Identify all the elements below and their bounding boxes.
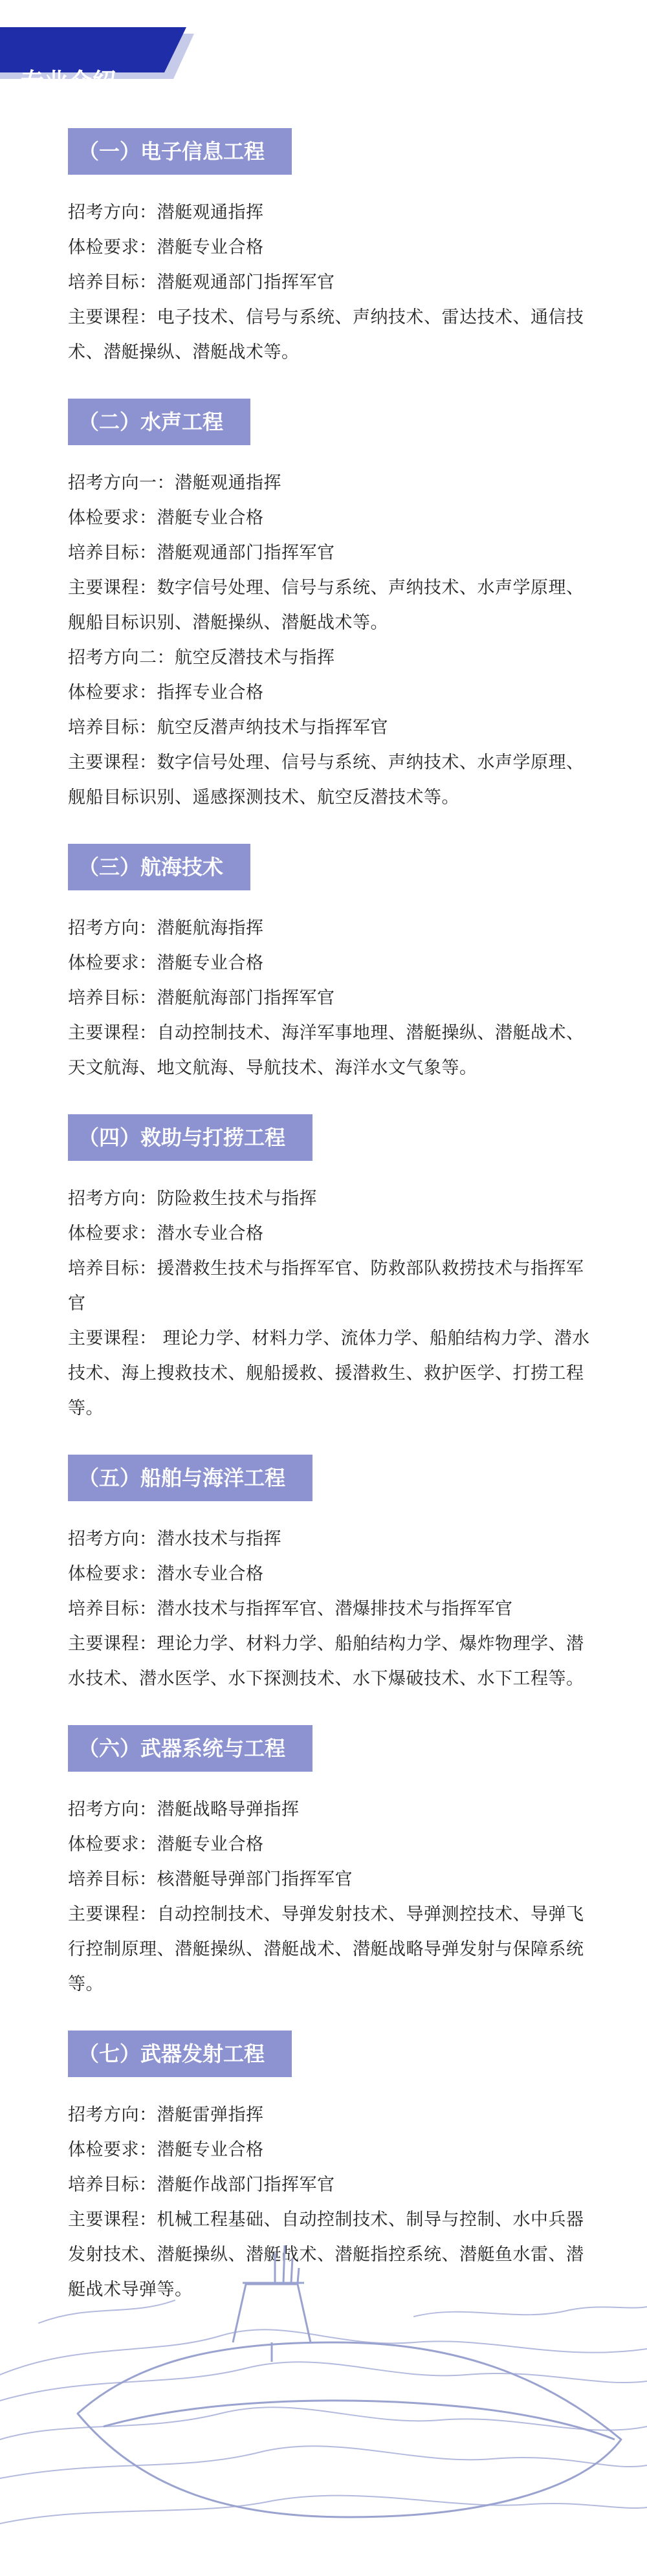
section-line: 招考方向：潜艇雷弹指挥: [68, 2105, 264, 2125]
section-line: 体检要求：潜水专业合格: [68, 1564, 264, 1584]
section-line: 主要课程：数字信号处理、信号与系统、声纳技术、水声学原理、舰船目标识别、遥感探测技术、航空反潜技术等。: [68, 753, 584, 808]
major-list: [68, 128, 592, 2336]
section-line: 培养目标：潜艇观通部门指挥军官: [68, 272, 335, 292]
section-line: 主要课程：电子技术、信号与系统、声纳技术、雷达技术、通信技术、潜艇操纵、潜艇战术等。: [68, 307, 584, 362]
section-line: 招考方向一：潜艇观通指挥: [68, 473, 281, 493]
page-title: 专业介绍: [21, 69, 117, 95]
section-title: （四）救助与打捞工程: [68, 1114, 313, 1161]
section-line: 招考方向：防险救生技术与指挥: [68, 1189, 317, 1209]
major-section: [68, 1725, 592, 2002]
section-line: 主要课程： 理论力学、材料力学、流体力学、船舶结构力学、潜水技术、海上搜救技术、舰船援救、援潜救生、救护医学、打捞工程等。: [68, 1328, 590, 1418]
section-line: 培养目标：援潜救生技术与指挥军官、防救部队救捞技术与指挥军官: [68, 1259, 584, 1314]
section-line: 招考方向：潜水技术与指挥: [68, 1529, 281, 1549]
section-line: 招考方向：潜艇观通指挥: [68, 203, 264, 223]
major-section: [68, 128, 592, 370]
header-tab: [0, 27, 194, 95]
section-line: 主要课程：数字信号处理、信号与系统、声纳技术、水声学原理、舰船目标识别、潜艇操纵、潜艇战术等。: [68, 578, 584, 633]
major-section: [68, 844, 592, 1086]
major-section: [68, 399, 592, 815]
section-line: 培养目标：航空反潜声纳技术与指挥军官: [68, 718, 388, 738]
section-line: 体检要求：潜艇专业合格: [68, 1834, 264, 1855]
section-title: （六）武器系统与工程: [68, 1725, 313, 1772]
section-line: 培养目标：潜水技术与指挥军官、潜爆排技术与指挥军官: [68, 1599, 513, 1619]
major-section: [68, 1455, 592, 1697]
section-line: 培养目标：潜艇作战部门指挥军官: [68, 2175, 335, 2195]
section-line: 招考方向：潜艇战略导弹指挥: [68, 1800, 300, 1820]
major-section: [68, 1114, 592, 1426]
section-line: 招考方向：潜艇航海指挥: [68, 918, 264, 938]
section-line: 体检要求：潜艇专业合格: [68, 953, 264, 973]
section-line: 体检要求：指挥专业合格: [68, 683, 264, 703]
section-line: 招考方向二：航空反潜技术与指挥: [68, 648, 335, 668]
section-line: 体检要求：潜艇专业合格: [68, 2140, 264, 2160]
section-title: （五）船舶与海洋工程: [68, 1455, 313, 1501]
section-line: 主要课程：机械工程基础、自动控制技术、制导与控制、水中兵器发射技术、潜艇操纵、潜艇战术、潜艇指控系统、潜艇鱼水雷、潜艇战术导弹等。: [68, 2210, 584, 2300]
section-title: （一）电子信息工程: [68, 128, 292, 175]
section-line: 主要课程：自动控制技术、海洋军事地理、潜艇操纵、潜艇战术、天文航海、地文航海、导航技术、海洋水文气象等。: [68, 1023, 584, 1078]
section-line: 培养目标：潜艇航海部门指挥军官: [68, 988, 335, 1008]
section-title: （二）水声工程: [68, 399, 250, 445]
section-line: 体检要求：潜水专业合格: [68, 1224, 264, 1244]
section-line: 主要课程：自动控制技术、导弹发射技术、导弹测控技术、导弹飞行控制原理、潜艇操纵、潜艇战术、潜艇战略导弹发射与保障系统等。: [68, 1904, 584, 1994]
section-line: 体检要求：潜艇专业合格: [68, 508, 264, 528]
section-line: 培养目标：潜艇观通部门指挥军官: [68, 543, 335, 563]
section-line: 主要课程：理论力学、材料力学、船舶结构力学、爆炸物理学、潜水技术、潜水医学、水下探测技术、水下爆破技术、水下工程等。: [68, 1634, 584, 1689]
section-title: （三）航海技术: [68, 844, 250, 890]
section-line: 体检要求：潜艇专业合格: [68, 237, 264, 258]
section-line: 培养目标：核潜艇导弹部门指挥军官: [68, 1869, 353, 1889]
submarine-sketch-icon: [0, 2245, 647, 2576]
page-header: [0, 0, 647, 97]
section-title: （七）武器发射工程: [68, 2031, 292, 2077]
